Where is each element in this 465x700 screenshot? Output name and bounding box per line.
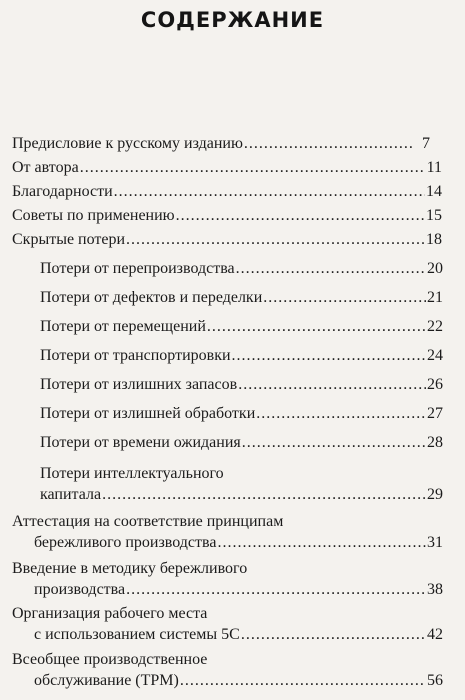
toc-entry: [12, 558, 443, 600]
toc-subentry: [40, 316, 443, 337]
toc-page-number: 21: [427, 289, 443, 306]
toc-entry-text: Организация рабочего места: [12, 605, 208, 622]
leader-dots: [217, 532, 426, 553]
toc-entry-text: Благодарности: [12, 183, 113, 200]
leader-dots: [241, 624, 426, 645]
leader-dots: [232, 345, 426, 366]
toc-page-number: 14: [426, 183, 442, 200]
toc-page-number: 28: [427, 434, 443, 451]
toc-subentry: [40, 287, 443, 308]
toc-entry-text: Потери от времени ожидания: [40, 434, 241, 451]
toc-entry: [12, 205, 442, 226]
toc-entry-text: Предисловие к русскому изданию: [12, 135, 243, 152]
toc-entry-text: Потери от перепроизводства: [40, 260, 235, 277]
toc-page-number: 38: [427, 581, 443, 598]
leader-dots: [238, 374, 426, 395]
toc-page-number: 22: [427, 318, 443, 335]
toc-entry-text: Всеобщее производственное: [12, 651, 208, 668]
leader-dots: [176, 205, 425, 226]
leader-dots: [263, 287, 426, 308]
toc-entry-text: Потери от излишних запасов: [40, 376, 238, 393]
toc-entry: [12, 181, 442, 202]
toc-entry-text: Потери от излишней обработки: [40, 405, 256, 422]
toc-page-number: 11: [426, 159, 442, 176]
toc-page-number: 24: [427, 347, 443, 364]
toc-entry-text: Потери от дефектов и переделки: [40, 289, 263, 306]
toc-entry-text-cont: с использованием системы 5С: [34, 626, 240, 643]
toc-entry: [12, 603, 443, 645]
toc-subentry: [40, 374, 443, 395]
toc-subentry: [40, 345, 443, 366]
toc-entry-text: Потери от перемещений: [40, 318, 206, 335]
toc-entry: [12, 511, 443, 553]
toc-entry-text-cont: производства: [34, 581, 126, 598]
toc-page-number: 18: [426, 231, 442, 248]
leader-dots: [244, 133, 413, 154]
toc-subentry: [40, 258, 443, 279]
toc-entry-text-cont: бережливого производства: [34, 534, 217, 551]
leader-dots: [180, 670, 426, 691]
toc-entry-text-cont: обслуживание (TPM): [34, 672, 179, 689]
toc-page-number: 42: [427, 626, 443, 643]
toc-subentry: [40, 463, 443, 505]
leader-dots: [256, 403, 426, 424]
toc-entry-text: Потери интеллектуального: [40, 465, 224, 482]
leader-dots: [207, 316, 426, 337]
toc-page-number: 15: [426, 207, 442, 224]
leader-dots: [80, 157, 425, 178]
toc-page-number: 27: [427, 405, 443, 422]
leader-dots: [102, 484, 426, 505]
toc-page-number: 7: [422, 135, 430, 152]
toc-page-number: 20: [427, 260, 443, 277]
toc-entry-text-cont: капитала: [40, 486, 102, 503]
page-title: СОДЕРЖАНИЕ: [140, 8, 325, 32]
toc-entry: [12, 649, 443, 691]
leader-dots: [242, 432, 426, 453]
toc-subentry: [40, 432, 443, 453]
toc-page-number: 26: [427, 376, 443, 393]
toc-entry: [12, 133, 430, 154]
toc-entry-text: Советы по применению: [12, 207, 175, 224]
toc-page-number: 56: [427, 672, 443, 689]
toc-page-number: 31: [427, 534, 443, 551]
toc-entry-text: Скрытые потери: [12, 231, 126, 248]
toc-entry-text: Потери от транспортировки: [40, 347, 231, 364]
toc-entry: [12, 229, 442, 250]
toc-page-number: 29: [427, 486, 443, 503]
toc-entry: [12, 157, 442, 178]
toc-entry-text: От автора: [12, 159, 79, 176]
leader-dots: [114, 181, 425, 202]
leader-dots: [126, 579, 426, 600]
leader-dots: [126, 229, 425, 250]
leader-dots: [236, 258, 426, 279]
toc-entry-text: Аттестация на соответствие принципам: [12, 513, 284, 530]
toc-subentry: [40, 403, 443, 424]
toc-entry-text: Введение в методику бережливого: [12, 560, 248, 577]
